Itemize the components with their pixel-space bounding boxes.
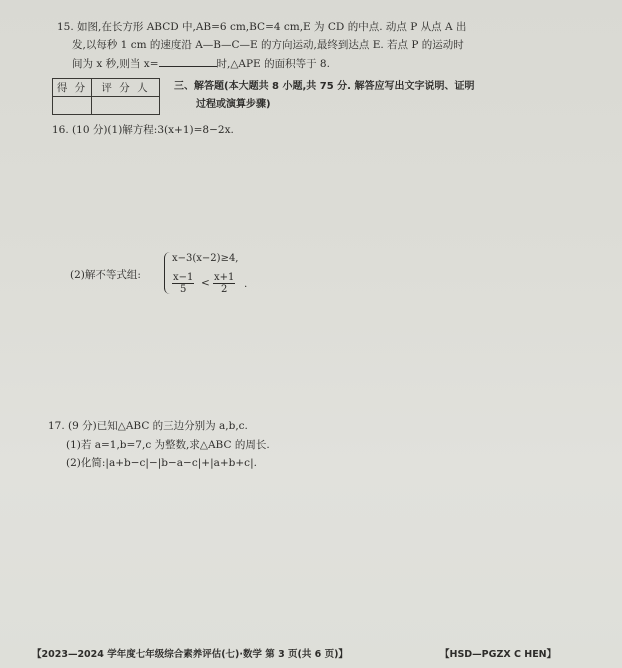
- fraction-2-numerator: x+1: [214, 272, 235, 283]
- footer-code: 【HSD—PGZX C HEN】: [440, 649, 557, 660]
- q15-line-1: 15. 如图,在长方形 ABCD 中,AB=6 cm,BC=4 cm,E 为 CD 的中点. 动点 P 从点 A 出: [57, 21, 467, 33]
- fraction-2: [213, 272, 235, 295]
- footer-info: 【2023—2024 学年度七年级综合素养评估(七)·数学 第 3 页(共 6 页)】: [32, 649, 348, 660]
- section-3-heading: 三、解答题(本大题共 8 小题,共 75 分. 解答应写出文字说明、证明: [174, 81, 475, 92]
- q15-line-3-start: 间为 x 秒,则当 x=: [72, 58, 159, 70]
- grader-header: 评 分 人: [92, 79, 160, 97]
- fraction-2-denominator: 2: [221, 284, 228, 295]
- q15-line-3: [72, 56, 330, 71]
- score-table: [52, 78, 160, 115]
- fraction-1-numerator: x−1: [173, 272, 194, 283]
- q15-line-2: 发,以每秒 1 cm 的速度沿 A—B—C—E 的方向运动,最终到达点 E. 若点 P 的运动时: [72, 39, 464, 51]
- answer-blank: [159, 56, 217, 67]
- q17-line-1: 17. (9 分)已知△ABC 的三边分别为 a,b,c.: [48, 420, 248, 432]
- fraction-1: [172, 272, 194, 295]
- q17-part-2: (2)化简:|a+b−c|−|b−a−c|+|a+b+c|.: [66, 457, 257, 469]
- score-header: 得 分: [53, 79, 92, 97]
- section-3-heading-cont: 过程或演算步骤): [196, 99, 271, 110]
- inequality-2-end: .: [244, 278, 248, 290]
- q17-part-1: (1)若 a=1,b=7,c 为整数,求△ABC 的周长.: [66, 439, 270, 451]
- q16-part-2-label: (2)解不等式组:: [70, 269, 141, 281]
- score-cell: [53, 97, 92, 115]
- less-than-sign: <: [201, 277, 210, 289]
- q16-part-1: 16. (10 分)(1)解方程:3(x+1)=8−2x.: [52, 124, 234, 136]
- grader-cell: [92, 97, 160, 115]
- q15-line-3-end: 时,△APE 的面积等于 8.: [216, 58, 330, 70]
- fraction-1-denominator: 5: [180, 284, 187, 295]
- inequality-1: x−3(x−2)≥4,: [172, 253, 239, 264]
